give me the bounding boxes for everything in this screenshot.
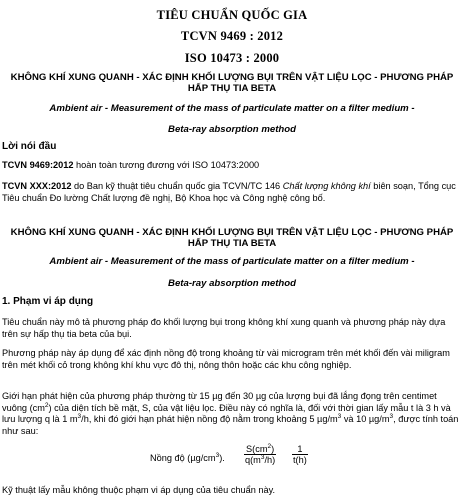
foreword-paragraph-1 — [2, 160, 460, 172]
formula-fraction-area-flow — [244, 444, 276, 465]
scope-p3-d: và 10 µg/m — [341, 414, 390, 425]
en-title-top-line2: Beta-ray absorption method — [168, 124, 296, 135]
formula-label-text: Nồng độ (µg/cm — [150, 453, 216, 463]
formula-label — [150, 453, 225, 463]
foreword-p2-italic: Chất lượng không khí — [282, 181, 371, 191]
fraction-numerator-area — [244, 444, 276, 454]
frac1-den-sup: 3 — [260, 453, 265, 461]
en-title-second-line2: Beta-ray absorption method — [168, 278, 296, 289]
formula-label-end: ). — [219, 453, 225, 463]
scope-paragraph-2: Phương pháp này áp dụng để xác định nồng độ trong khoảng từ vài microgram trên mét khối đến vài miligram trên mét khối cỏ trong không khí khu vực đô thị, nông thôn hoặc các khu công nghiệp. — [2, 348, 450, 370]
formula-label-sup: 3 — [215, 451, 220, 459]
scope-p3-sup3: 3 — [337, 413, 342, 421]
fraction-numerator-one: 1 — [297, 444, 303, 454]
fraction-denominator-time: t(h) — [293, 455, 307, 465]
standard-number-tcvn: TCVN 9469 : 2012 — [180, 29, 284, 43]
scope-p3-c: /h, khi đó giới hạn phát hiện nồng độ nằm trong khoảng 5 µg/m — [81, 414, 338, 425]
scope-paragraph-4: Kỹ thuật lấy mẫu không thuộc phạm vi áp dụng của tiêu chuẩn này. — [2, 485, 276, 495]
foreword-p2-bold: TCVN XXX:2012 — [2, 181, 72, 191]
en-title-top-line1: Ambient air - Measurement of the mass of particulate matter on a filter medium - — [49, 103, 415, 114]
scope-p3-sup4: 3 — [389, 413, 394, 421]
foreword-paragraph-2 — [2, 181, 460, 204]
frac1-den-a: q(m — [245, 455, 261, 465]
scope-paragraph-3 — [2, 391, 460, 437]
vn-title-second: KHÔNG KHÍ XUNG QUANH - XÁC ĐỊNH KHỐI LƯỢNG BỤI TRÊN VẬT LIỆU LỌC - PHƯƠNG PHÁP HẤP THỤ TIA BETA — [10, 227, 454, 249]
scope-heading: 1. Phạm vi áp dụng — [2, 296, 94, 307]
foreword-heading: Lời nói đầu — [2, 141, 57, 152]
formula-fraction-time — [292, 444, 308, 465]
frac1-num-b: ) — [271, 444, 275, 454]
fraction-denominator-flow — [244, 455, 276, 465]
vn-title-top: KHÔNG KHÍ XUNG QUANH - XÁC ĐỊNH KHỐI LƯỢNG BỤI TRÊN VẬT LIỆU LỌC - PHƯƠNG PHÁP HẤP THỤ TIA BETA — [10, 72, 454, 94]
foreword-p1-bold: TCVN 9469:2012 — [2, 160, 74, 170]
foreword-p2-mid: do Ban kỹ thuật tiêu chuẩn quốc gia TCVN/TC 146 — [71, 181, 283, 191]
en-title-second-line1: Ambient air - Measurement of the mass of particulate matter on a filter medium - — [49, 256, 415, 267]
scope-p3-sup1: 2 — [44, 401, 49, 409]
document-title: TIÊU CHUẨN QUỐC GIA — [156, 8, 308, 22]
foreword-p2-rest: biên soạn, Tổng cục Tiêu chuẩn Đo lường Chất lượng đề nghị, Bộ Khoa học và Công nghệ công bố. — [2, 181, 456, 203]
frac1-num-sup: 2 — [267, 442, 272, 450]
scope-paragraph-1: Tiêu chuẩn này mô tả phương pháp đo khối lượng bụi trong không khí xung quanh và phương pháp này dựa trên sự hấp thụ tia beta của bụi. — [2, 317, 446, 339]
foreword-p1-rest: hoàn toàn tương đương với ISO 10473:2000 — [73, 160, 260, 170]
scope-p3-e: , được tính toán như sau: — [2, 414, 459, 436]
standard-number-iso: ISO 10473 : 2000 — [184, 51, 280, 65]
scope-p3-sup2: 3 — [77, 413, 82, 421]
frac1-den-b: /h) — [264, 455, 276, 465]
scope-p3-a: Giới hạn phát hiện của phương pháp thường từ 15 µg đến 30 µg của lượng bụi đã lắng đọng trên centimet vuông (cm — [2, 391, 437, 413]
scope-p3-b: ) của diện tích bề mặt, S, của vật liệu lọc. Điều này có nghĩa là, đối với thời gian lấy mẫu t là 3 h và lưu lượng q là 1 m — [2, 402, 451, 425]
frac1-num-a: S(cm — [246, 444, 268, 454]
